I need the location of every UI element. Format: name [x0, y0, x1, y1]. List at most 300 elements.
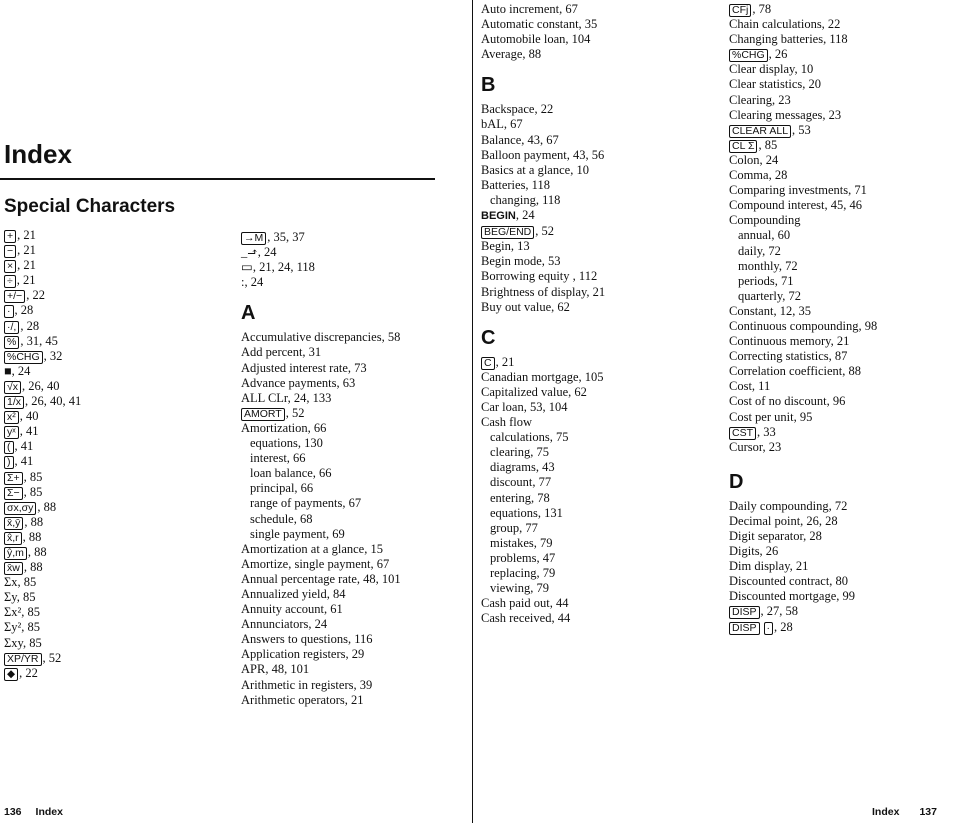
- bold-term: BEGIN: [481, 210, 516, 223]
- entry-text: Clear display, 10: [729, 62, 814, 77]
- entry-text: , 41: [14, 439, 34, 454]
- index-entry: [4, 454, 81, 469]
- letter-heading-c: C: [481, 326, 496, 349]
- index-entry: [481, 178, 605, 193]
- entry-text: Application registers, 29: [241, 647, 365, 662]
- index-entry: [729, 604, 877, 619]
- entry-text: equations, 130: [250, 436, 323, 451]
- index-entry: [481, 17, 605, 32]
- right-page-footer: [872, 806, 937, 818]
- index-entry: [241, 406, 401, 421]
- index-entry: [729, 244, 877, 259]
- entry-text: , 88: [37, 499, 57, 514]
- entry-text: Cash flow: [481, 415, 533, 430]
- index-entry: [241, 481, 401, 496]
- entry-text: Cost, 11: [729, 379, 771, 394]
- entry-text: Balance, 43, 67: [481, 132, 559, 147]
- entry-text: range of payments, 67: [250, 496, 362, 511]
- key-symbol: DISP: [729, 606, 760, 619]
- key-symbol: yˣ: [4, 426, 19, 439]
- index-entry: [4, 470, 81, 485]
- index-entry: [4, 545, 81, 560]
- index-entry: [729, 394, 877, 409]
- key-symbol: CL Σ: [729, 140, 757, 153]
- index-entry: [241, 542, 401, 557]
- index-entry: [4, 424, 81, 439]
- entry-text: schedule, 68: [250, 511, 313, 526]
- entry-text: Canadian mortgage, 105: [481, 369, 604, 384]
- entry-text: bAL, 67: [481, 117, 523, 132]
- right-running-head: Index: [872, 806, 900, 818]
- entry-text: single payment, 69: [250, 526, 345, 541]
- key-symbol: C: [481, 357, 495, 370]
- index-entry: [241, 245, 401, 260]
- index-entry: [481, 133, 605, 148]
- entry-text: Compounding: [729, 213, 801, 228]
- index-entry: [241, 587, 401, 602]
- index-entry: [241, 662, 401, 677]
- key-symbol: ŷ,m: [4, 547, 27, 560]
- index-entry: [4, 349, 81, 364]
- key-symbol: x̄,ȳ: [4, 517, 23, 530]
- index-entry: [241, 512, 401, 527]
- index-entry: [481, 551, 605, 566]
- section-title: Special Characters: [4, 196, 176, 217]
- index-entry: [241, 466, 401, 481]
- page-title: Index: [4, 139, 72, 169]
- index-entry: [481, 47, 605, 62]
- entry-text: , 40: [19, 409, 39, 424]
- entry-text: , 27, 58: [760, 604, 799, 619]
- key-symbol: DISP: [729, 622, 760, 635]
- index-entry: [481, 400, 605, 415]
- glyph-symbol: Σy²: [4, 620, 22, 635]
- entry-text: , 88: [23, 560, 43, 575]
- key-symbol: −: [4, 245, 16, 258]
- entry-text: , 85: [21, 605, 41, 620]
- index-entry: [481, 611, 605, 626]
- entry-text: entering, 78: [490, 490, 550, 505]
- entry-text: , 24: [11, 363, 31, 378]
- index-entry: [729, 183, 877, 198]
- index-entry: [4, 605, 81, 620]
- key-symbol: BEG/END: [481, 226, 534, 239]
- index-entry: [729, 77, 877, 92]
- entry-text: Accumulative discrepancies, 58: [241, 330, 401, 345]
- entry-text: Discounted mortgage, 99: [729, 589, 856, 604]
- entry-text: Annunciators, 24: [241, 617, 328, 632]
- glyph-symbol: Σy: [4, 590, 17, 605]
- left-page-number: 136: [4, 806, 22, 818]
- index-entry: [241, 361, 401, 376]
- key-symbol: 1/x: [4, 396, 24, 409]
- index-entry: [481, 300, 605, 315]
- index-entry: [729, 274, 877, 289]
- key-symbol: ◆: [4, 668, 18, 681]
- entry-text: , 26: [768, 47, 788, 62]
- index-entry: [4, 636, 81, 651]
- entry-text: Dim display, 21: [729, 559, 809, 574]
- entry-text: , 85: [16, 590, 36, 605]
- index-entry: [241, 632, 401, 647]
- index-entry: [729, 32, 877, 47]
- index-entry: [4, 651, 81, 666]
- index-entry: [729, 499, 877, 514]
- key-symbol: x̄w: [4, 562, 23, 575]
- entry-text: , 24: [515, 208, 535, 223]
- index-entry: [241, 647, 401, 662]
- column-2: [241, 230, 401, 708]
- title-rule: [0, 178, 435, 180]
- entry-text: Comma, 28: [729, 168, 788, 183]
- index-entry: [481, 596, 605, 611]
- entry-text: , 85: [21, 620, 41, 635]
- index-entry: [729, 620, 877, 635]
- key-symbol: Σ+: [4, 472, 23, 485]
- entry-text: APR, 48, 101: [241, 662, 310, 677]
- entry-text: Annual percentage rate, 48, 101: [241, 571, 401, 586]
- entry-text: discount, 77: [490, 475, 552, 490]
- key-symbol: σx,σy: [4, 502, 36, 515]
- entry-text: Answers to questions, 116: [241, 632, 373, 647]
- entry-text: interest, 66: [250, 451, 306, 466]
- index-entry: [4, 560, 81, 575]
- column-special-characters: [4, 228, 81, 681]
- entry-text: mistakes, 79: [490, 535, 553, 550]
- entry-text: Cash paid out, 44: [481, 596, 569, 611]
- entry-text: diagrams, 43: [490, 460, 555, 475]
- index-entry: [241, 260, 401, 275]
- entry-text: Digits, 26: [729, 544, 779, 559]
- entry-text: , 22: [19, 665, 38, 680]
- entry-text: daily, 72: [738, 243, 781, 258]
- entry-text: , 88: [27, 544, 47, 559]
- index-entry: [241, 451, 401, 466]
- key-symbol: CST: [729, 427, 756, 440]
- index-entry: [241, 602, 401, 617]
- column-3-entries-b: [481, 102, 605, 314]
- index-entry: [4, 620, 81, 635]
- entry-text: , 32: [43, 348, 63, 363]
- index-entry: [729, 425, 877, 440]
- entry-text: Add percent, 31: [241, 345, 322, 360]
- entry-text: , 21: [16, 273, 36, 288]
- entry-text: , 52: [535, 224, 555, 239]
- column-4-entries-c: [729, 2, 877, 455]
- entry-text: , 52: [42, 650, 62, 665]
- entry-text: , 88: [24, 514, 44, 529]
- glyph-symbol: Σxy: [4, 635, 23, 650]
- index-entry: [729, 349, 877, 364]
- index-entry: [481, 491, 605, 506]
- entry-text: Auto increment, 67: [481, 2, 578, 16]
- entry-text: Amortization at a glance, 15: [241, 541, 383, 556]
- index-entry: [481, 445, 605, 460]
- entry-text: Continuous memory, 21: [729, 334, 850, 349]
- index-entry: [4, 485, 81, 500]
- key-symbol: %CHG: [729, 49, 768, 62]
- entry-text: Correlation coefficient, 88: [729, 364, 862, 379]
- letter-heading-d: D: [729, 470, 744, 493]
- entry-text: Daily compounding, 72: [729, 498, 848, 513]
- entry-text: replacing, 79: [490, 566, 556, 580]
- entry-text: Chain calculations, 22: [729, 17, 841, 32]
- entry-text: , 85: [23, 484, 43, 499]
- key-symbol: x²: [4, 411, 19, 424]
- entry-text: , 41: [14, 454, 34, 469]
- entry-text: , 35, 37: [267, 230, 305, 244]
- index-entry: [4, 258, 81, 273]
- index-entry: [481, 239, 605, 254]
- left-running-head: Index: [35, 806, 63, 818]
- index-entry: [729, 440, 877, 455]
- index-entry: [729, 47, 877, 62]
- index-entry: [241, 230, 401, 245]
- index-entry: [481, 102, 605, 117]
- entry-text: Batteries, 118: [481, 177, 550, 192]
- index-entry: [729, 213, 877, 228]
- index-entry: [4, 364, 81, 379]
- entry-text: , 21: [17, 228, 36, 242]
- glyph-symbol: ▭: [241, 260, 253, 275]
- entry-text: Compound interest, 45, 46: [729, 198, 862, 213]
- column-2-symbols: [241, 230, 401, 290]
- entry-text: problems, 47: [490, 550, 556, 565]
- index-entry: [729, 379, 877, 394]
- index-entry: [481, 415, 605, 430]
- index-entry: [4, 319, 81, 334]
- index-entry: [729, 17, 877, 32]
- entry-text: Begin mode, 53: [481, 254, 561, 269]
- index-entry: [729, 168, 877, 183]
- page-spine: [472, 0, 473, 823]
- index-entry: [241, 436, 401, 451]
- index-entry: [481, 148, 605, 163]
- entry-text: Amortize, single payment, 67: [241, 556, 390, 571]
- entry-text: Brightness of display, 21: [481, 284, 606, 299]
- index-entry: [4, 500, 81, 515]
- key-symbol: AMORT: [241, 408, 285, 421]
- entry-text: Capitalized value, 62: [481, 384, 587, 399]
- entry-text: Digit separator, 28: [729, 529, 822, 543]
- left-page-footer: [4, 806, 63, 818]
- entry-text: Cost of no discount, 96: [729, 394, 846, 409]
- entry-text: principal, 66: [250, 481, 314, 496]
- index-entry: [481, 475, 605, 490]
- entry-text: periods, 71: [738, 273, 794, 288]
- index-entry: [241, 376, 401, 391]
- entry-text: , 21: [17, 258, 36, 273]
- index-entry: [4, 243, 81, 258]
- index-entry: [4, 409, 81, 424]
- entry-text: , 21: [495, 354, 515, 369]
- index-entry: [481, 208, 605, 224]
- entry-text: , 85: [17, 575, 37, 590]
- entry-text: ALL CLr, 24, 133: [241, 390, 332, 405]
- entry-text: clearing, 75: [490, 445, 550, 460]
- entry-text: group, 77: [490, 520, 538, 535]
- index-entry: [729, 62, 877, 77]
- index-entry: [4, 228, 81, 243]
- index-entry: [729, 2, 877, 17]
- entry-text: , 26, 40: [22, 378, 60, 393]
- index-entry: [241, 345, 401, 360]
- entry-text: , 24: [244, 275, 264, 290]
- entry-text: annual, 60: [738, 228, 791, 243]
- entry-text: Average, 88: [481, 47, 542, 62]
- column-4-entries-d: [729, 499, 877, 635]
- glyph-symbol: Σx: [4, 575, 18, 590]
- index-entry: [729, 334, 877, 349]
- entry-text: Changing batteries, 118: [729, 32, 848, 47]
- key-symbol: CFj: [729, 4, 751, 17]
- index-entry: [4, 439, 81, 454]
- key-symbol: XP/YR: [4, 653, 42, 666]
- index-entry: [481, 521, 605, 536]
- index-entry: [481, 355, 605, 370]
- index-entry: [729, 589, 877, 604]
- entry-text: , 41: [19, 424, 39, 439]
- entry-text: Automatic constant, 35: [481, 17, 598, 32]
- entry-text: Buy out value, 62: [481, 299, 570, 314]
- index-entry: [4, 303, 81, 318]
- entry-text: calculations, 75: [490, 430, 569, 445]
- index-entry: [241, 391, 401, 406]
- index-entry: [4, 288, 81, 303]
- index-entry: [481, 385, 605, 400]
- index-entry: [729, 574, 877, 589]
- entry-text: Cursor, 23: [729, 439, 782, 454]
- index-entry: [481, 224, 605, 239]
- entry-text: , 85: [758, 137, 778, 152]
- key-symbol: ): [4, 456, 14, 469]
- index-entry: [241, 275, 401, 290]
- entry-text: Advance payments, 63: [241, 375, 356, 390]
- entry-text: Begin, 13: [481, 239, 530, 254]
- key-symbol: ·/,: [4, 321, 19, 334]
- entry-text: , 28: [14, 303, 34, 318]
- entry-text: Clearing messages, 23: [729, 107, 842, 122]
- index-entry: [481, 506, 605, 521]
- letter-heading-a: A: [241, 302, 256, 325]
- entry-text: Arithmetic operators, 21: [241, 692, 364, 707]
- key-symbol: %: [4, 336, 19, 349]
- entry-text: Clear statistics, 20: [729, 77, 821, 92]
- index-entry: [481, 581, 605, 596]
- entry-text: Automobile loan, 104: [481, 32, 591, 47]
- entry-text: monthly, 72: [738, 258, 798, 273]
- index-entry: [241, 693, 401, 708]
- index-entry: [241, 330, 401, 345]
- index-entry: [729, 93, 877, 108]
- index-entry: [4, 590, 81, 605]
- index-entry: [241, 572, 401, 587]
- index-entry: [241, 557, 401, 572]
- index-entry: [241, 527, 401, 542]
- index-entry: [729, 364, 877, 379]
- index-entry: [4, 334, 81, 349]
- entry-text: Amortization, 66: [241, 420, 327, 435]
- index-entry: [729, 319, 877, 334]
- key-symbol: Σ−: [4, 487, 23, 500]
- entry-text: viewing, 79: [490, 581, 550, 596]
- glyph-symbol: :: [241, 275, 245, 290]
- key-symbol: %CHG: [4, 351, 43, 364]
- index-entry: [481, 32, 605, 47]
- key-symbol: ·: [764, 622, 774, 635]
- entry-text: changing, 118: [490, 192, 561, 207]
- entry-text: Annuity account, 61: [241, 602, 343, 617]
- key-symbol: x̂,r: [4, 532, 22, 545]
- glyph-symbol: _⬏: [241, 245, 258, 260]
- key-symbol: +: [4, 230, 16, 243]
- entry-text: , 88: [22, 529, 42, 544]
- key-symbol: √x: [4, 381, 21, 394]
- index-entry: [481, 460, 605, 475]
- entry-text: Colon, 24: [729, 152, 779, 167]
- index-entry: [481, 285, 605, 300]
- index-entry: [729, 123, 877, 138]
- index-entry: [481, 430, 605, 445]
- index-entry: [241, 617, 401, 632]
- entry-text: , 31, 45: [20, 333, 58, 348]
- entry-text: Adjusted interest rate, 73: [241, 360, 367, 375]
- index-entry: [729, 228, 877, 243]
- index-entry: [729, 108, 877, 123]
- entry-text: , 28: [774, 619, 793, 634]
- index-entry: [4, 666, 81, 681]
- entry-text: Annualized yield, 84: [241, 586, 346, 601]
- glyph-symbol: Σx²: [4, 605, 22, 620]
- index-entry: [729, 410, 877, 425]
- entry-text: Correcting statistics, 87: [729, 349, 848, 364]
- key-symbol: (: [4, 441, 14, 454]
- index-entry: [4, 515, 81, 530]
- entry-text: , 78: [752, 2, 772, 16]
- key-symbol: ÷: [4, 275, 16, 288]
- entry-text: Discounted contract, 80: [729, 574, 849, 589]
- index-entry: [481, 566, 605, 581]
- index-entry: [481, 163, 605, 178]
- entry-text: Cash received, 44: [481, 611, 571, 626]
- entry-text: , 21, 24, 118: [252, 260, 315, 275]
- entry-text: Continuous compounding, 98: [729, 318, 878, 333]
- entry-text: , 53: [792, 122, 811, 137]
- entry-text: , 22: [26, 288, 45, 303]
- entry-text: , 28: [20, 318, 40, 333]
- key-symbol: ×: [4, 260, 16, 273]
- glyph-symbol: ■: [4, 363, 12, 378]
- entry-text: loan balance, 66: [250, 466, 332, 481]
- column-4: [729, 2, 877, 635]
- entry-text: Borrowing equity , 112: [481, 269, 598, 284]
- index-entry: [241, 496, 401, 511]
- entry-text: Cost per unit, 95: [729, 409, 813, 424]
- entry-text: , 21: [17, 243, 36, 258]
- key-symbol: CLEAR ALL: [729, 125, 791, 138]
- index-entry: [729, 529, 877, 544]
- key-symbol: →M: [241, 232, 266, 245]
- entry-text: Balloon payment, 43, 56: [481, 147, 605, 162]
- index-entry: [481, 536, 605, 551]
- entry-text: Decimal point, 26, 28: [729, 513, 838, 528]
- entry-text: Basics at a glance, 10: [481, 162, 589, 177]
- index-entry: [4, 575, 81, 590]
- index-entry: [4, 394, 81, 409]
- index-entry: [4, 530, 81, 545]
- index-entry: [4, 379, 81, 394]
- entry-text: Arithmetic in registers, 39: [241, 677, 373, 692]
